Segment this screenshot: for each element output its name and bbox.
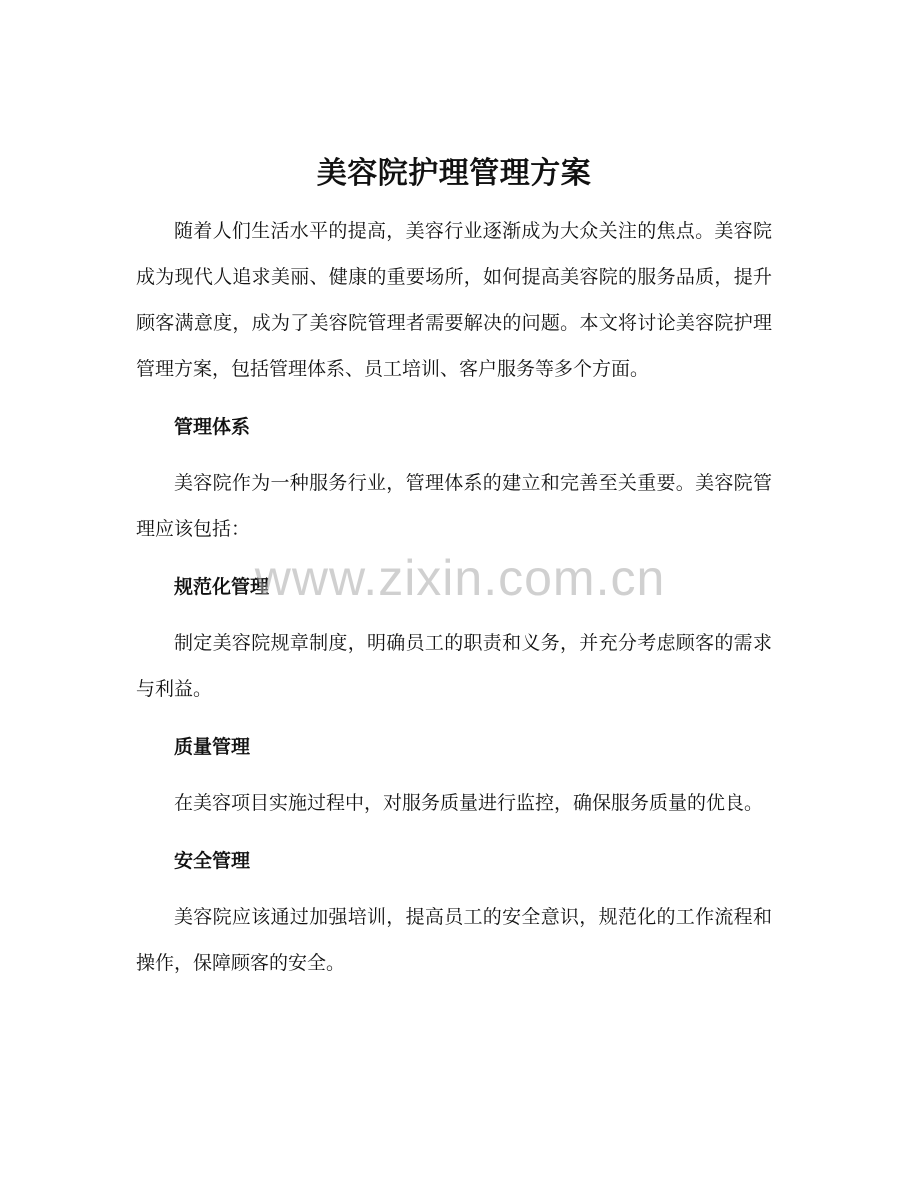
document-content	[136, 150, 772, 986]
section-heading-quality-management: 质量管理	[174, 736, 251, 758]
section-heading-standardized-management: 规范化管理	[174, 576, 270, 598]
section-body-quality-management: 在美容项目实施过程中，对服务质量进行监控，确保服务质量的优良。	[174, 792, 764, 814]
section-heading-management-system: 管理体系	[174, 416, 251, 438]
section-body-standardized-management: 制定美容院规章制度，明确员工的职责和义务，并充分考虑顾客的需求与利益。	[136, 632, 772, 700]
section-body-management-system: 美容院作为一种服务行业，管理体系的建立和完善至关重要。美容院管理应该包括：	[136, 472, 772, 540]
section-body-safety-management: 美容院应该通过加强培训，提高员工的安全意识，规范化的工作流程和操作，保障顾客的安全。	[136, 906, 772, 974]
watermark: www.zixin.com.cn	[254, 550, 666, 606]
intro-paragraph: 随着人们生活水平的提高，美容行业逐渐成为大众关注的焦点。美容院成为现代人追求美丽、健康的重要场所，如何提高美容院的服务品质，提升顾客满意度，成为了美容院管理者需要解决的问题。本文将讨论美容院护理管理方案，包括管理体系、员工培训、客户服务等多个方面。	[136, 220, 772, 380]
section-heading-safety-management: 安全管理	[174, 850, 251, 872]
document-title: 美容院护理管理方案	[316, 156, 592, 191]
